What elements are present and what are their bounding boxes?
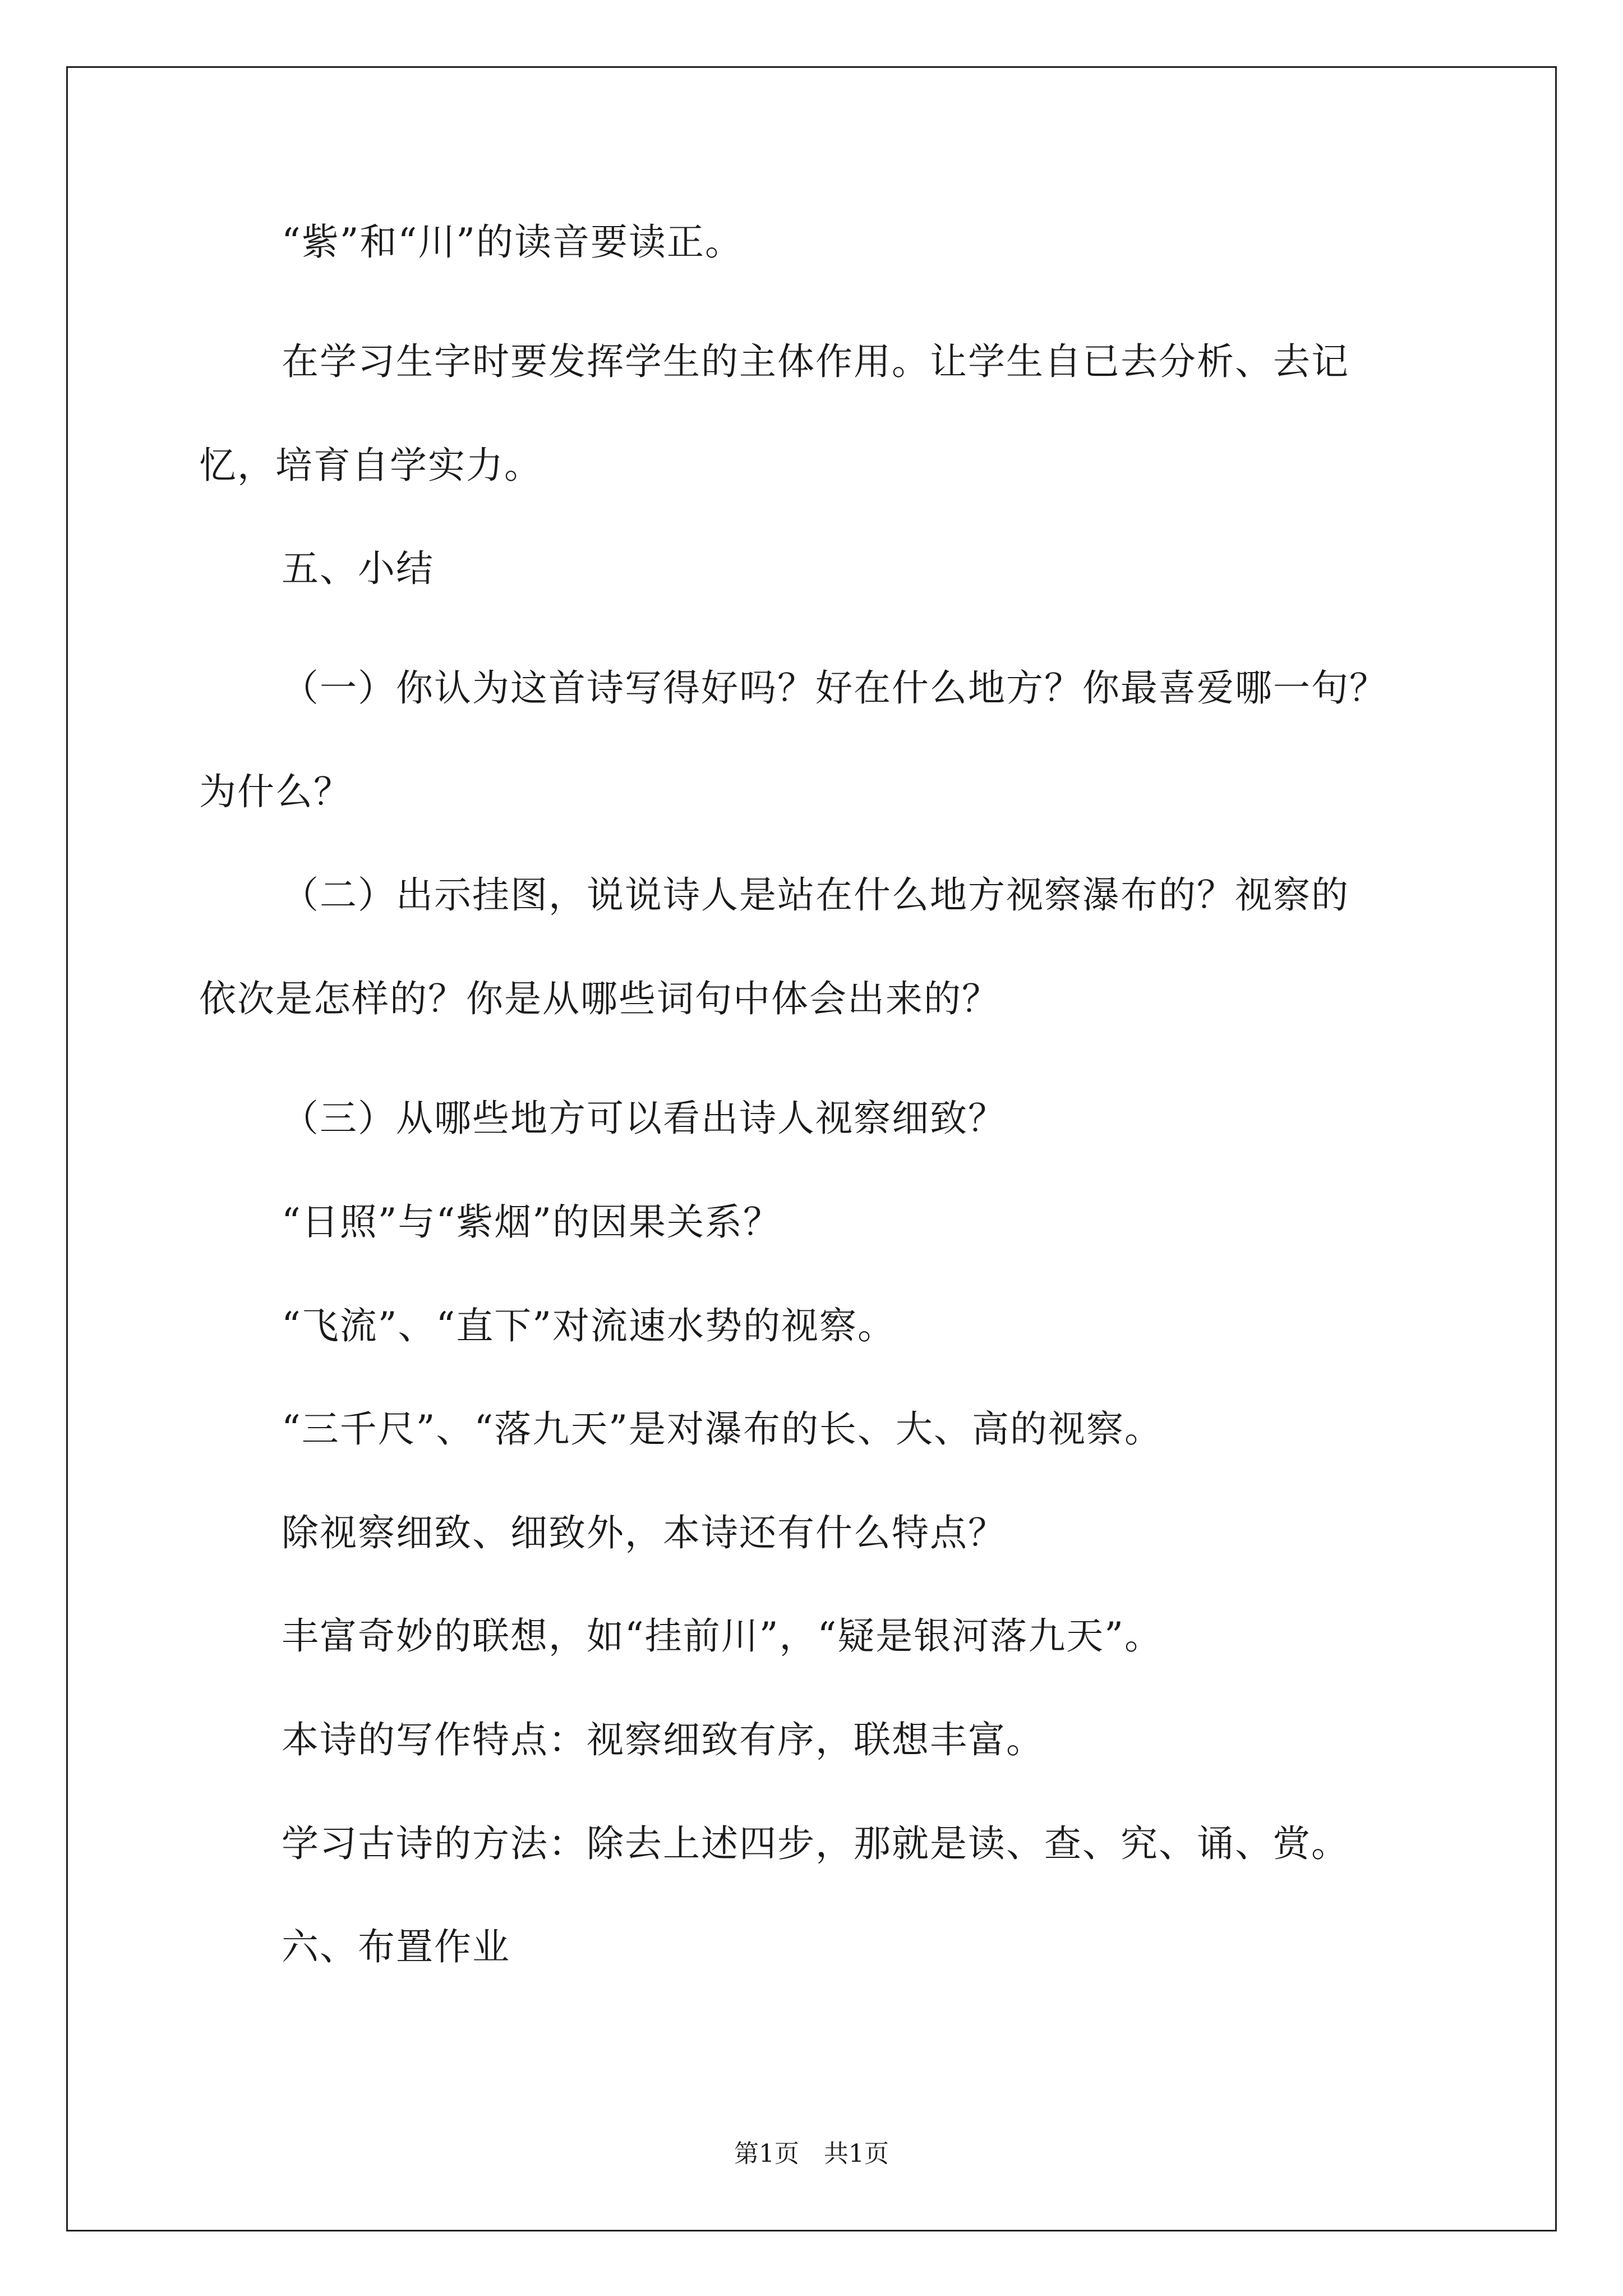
page-border: [66, 66, 1557, 2231]
section-heading: 六、布置作业: [282, 1925, 510, 1968]
paragraph-line: 除视察细致、细致外，本诗还有什么特点？: [282, 1511, 1006, 1554]
section-heading: 五、小结: [282, 547, 434, 590]
paragraph-line: 丰富奇妙的联想，如“挂前川”，“疑是银河落九天”。: [282, 1614, 1163, 1658]
paragraph-line: 在学习生字时要发挥学生的主体作用。让学生自已去分析、去记: [282, 340, 1349, 383]
paragraph-line: 本诗的写作特点：视察细致有序，联想丰富。: [282, 1718, 1044, 1761]
paragraph-line: （三）从哪些地方可以看出诗人视察细致？: [282, 1097, 1006, 1140]
paragraph-line: 忆，培育自学实力。: [199, 444, 542, 487]
paragraph-line: 学习古诗的方法：除去上述四步，那就是读、查、究、诵、赏。: [282, 1822, 1349, 1865]
paragraph-line: （一）你认为这首诗写得好吗？好在什么地方？你最喜爱哪一句？: [282, 666, 1387, 710]
paragraph-line: 依次是怎样的？你是从哪些词句中体会出来的？: [199, 977, 1000, 1020]
paragraph-line: “三千尺”、“落九天”是对瀑布的长、大、高的视察。: [282, 1407, 1163, 1451]
paragraph-line: 为什么？: [199, 770, 352, 813]
paragraph-line: “紫”和“川”的读音要读正。: [282, 220, 743, 264]
paragraph-line: （二）出示挂图，说说诗人是站在什么地方视察瀑布的？视察的: [282, 873, 1349, 917]
paragraph-line: “日照”与“紫烟”的因果关系？: [282, 1200, 781, 1244]
page-footer: 第1页 共1页: [734, 2139, 889, 2168]
paragraph-line: “飞流”、“直下”对流速水势的视察。: [282, 1304, 896, 1347]
